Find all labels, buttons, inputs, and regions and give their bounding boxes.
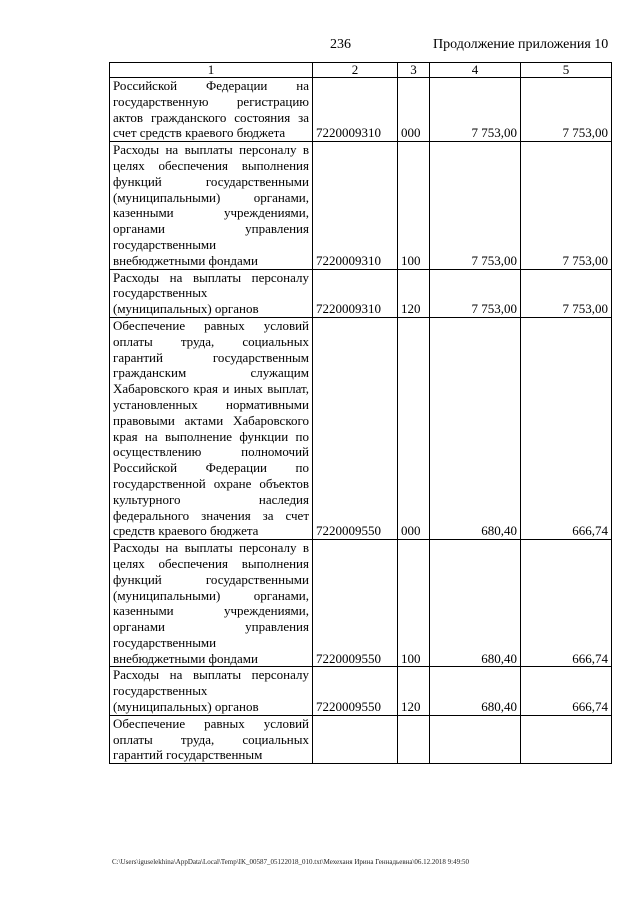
table-row [110, 142, 612, 269]
row-description: Расходы на выплаты персоналу в целях обеспечения выполнения функций государственными (муниципальными) органами, казенными учреждениями, органами управления государственными внебюджетными фондами [110, 142, 313, 269]
table-row [110, 667, 612, 715]
row-amount-1: 7 753,00 [430, 269, 521, 317]
row-amount-1: 680,40 [430, 317, 521, 539]
row-target-code: 7220009550 [313, 540, 398, 667]
row-amount-2: 7 753,00 [521, 142, 612, 269]
row-expense-type: 120 [398, 667, 430, 715]
row-description: Обеспечение равных условий оплаты труда, социальных гарантий государственным гражданским служащим Хабаровского края и иных выплат, установленных нормативными правовыми актами Хабаровского края на выполнение функции по осуществлению полномочий Российской Федерации по государственной охране объектов культурного наследия федерального значения за счет средств краевого бюджета [110, 317, 313, 539]
table-row [110, 540, 612, 667]
column-header-3: 3 [398, 63, 430, 78]
row-expense-type: 000 [398, 78, 430, 142]
column-number-row [110, 63, 612, 78]
row-description: Обеспечение равных условий оплаты труда, социальных гарантий государственным [110, 715, 313, 763]
table-row [110, 715, 612, 763]
row-amount-1 [430, 715, 521, 763]
row-amount-1: 7 753,00 [430, 78, 521, 142]
column-header-5: 5 [521, 63, 612, 78]
row-target-code: 7220009550 [313, 317, 398, 539]
file-path-footer: C:\Users\iguselekhina\AppData\Local\Temp\IK_00587_05122018_010.txt\Мехеханя Ирина Геннадьевна\06.12.2018 9:49:50 [112, 858, 470, 866]
row-target-code: 7220009310 [313, 269, 398, 317]
row-description: Расходы на выплаты персоналу государственных (муниципальных) органов [110, 269, 313, 317]
row-amount-1: 680,40 [430, 667, 521, 715]
row-amount-2: 666,74 [521, 540, 612, 667]
row-expense-type: 100 [398, 142, 430, 269]
table-row [110, 269, 612, 317]
row-target-code: 7220009550 [313, 667, 398, 715]
row-expense-type: 120 [398, 269, 430, 317]
row-amount-2: 666,74 [521, 317, 612, 539]
row-amount-2: 7 753,00 [521, 269, 612, 317]
table-row [110, 317, 612, 539]
column-header-4: 4 [430, 63, 521, 78]
row-target-code [313, 715, 398, 763]
row-description: Российской Федерации на государственную регистрацию актов гражданского состояния за счет средств краевого бюджета [110, 78, 313, 142]
column-header-2: 2 [313, 63, 398, 78]
table-row [110, 78, 612, 142]
budget-table [109, 62, 612, 764]
row-expense-type: 100 [398, 540, 430, 667]
row-amount-2: 666,74 [521, 667, 612, 715]
row-description: Расходы на выплаты персоналу государственных (муниципальных) органов [110, 667, 313, 715]
row-description: Расходы на выплаты персоналу в целях обеспечения выполнения функций государственными (муниципальными) органами, казенными учреждениями, органами управления государственными внебюджетными фондами [110, 540, 313, 667]
row-expense-type [398, 715, 430, 763]
row-amount-1: 680,40 [430, 540, 521, 667]
continuation-label: Продолжение приложения 10 [433, 37, 609, 52]
row-amount-2: 7 753,00 [521, 78, 612, 142]
row-amount-2 [521, 715, 612, 763]
row-target-code: 7220009310 [313, 142, 398, 269]
row-amount-1: 7 753,00 [430, 142, 521, 269]
column-header-1: 1 [110, 63, 313, 78]
row-target-code: 7220009310 [313, 78, 398, 142]
page-number: 236 [330, 37, 351, 52]
row-expense-type: 000 [398, 317, 430, 539]
